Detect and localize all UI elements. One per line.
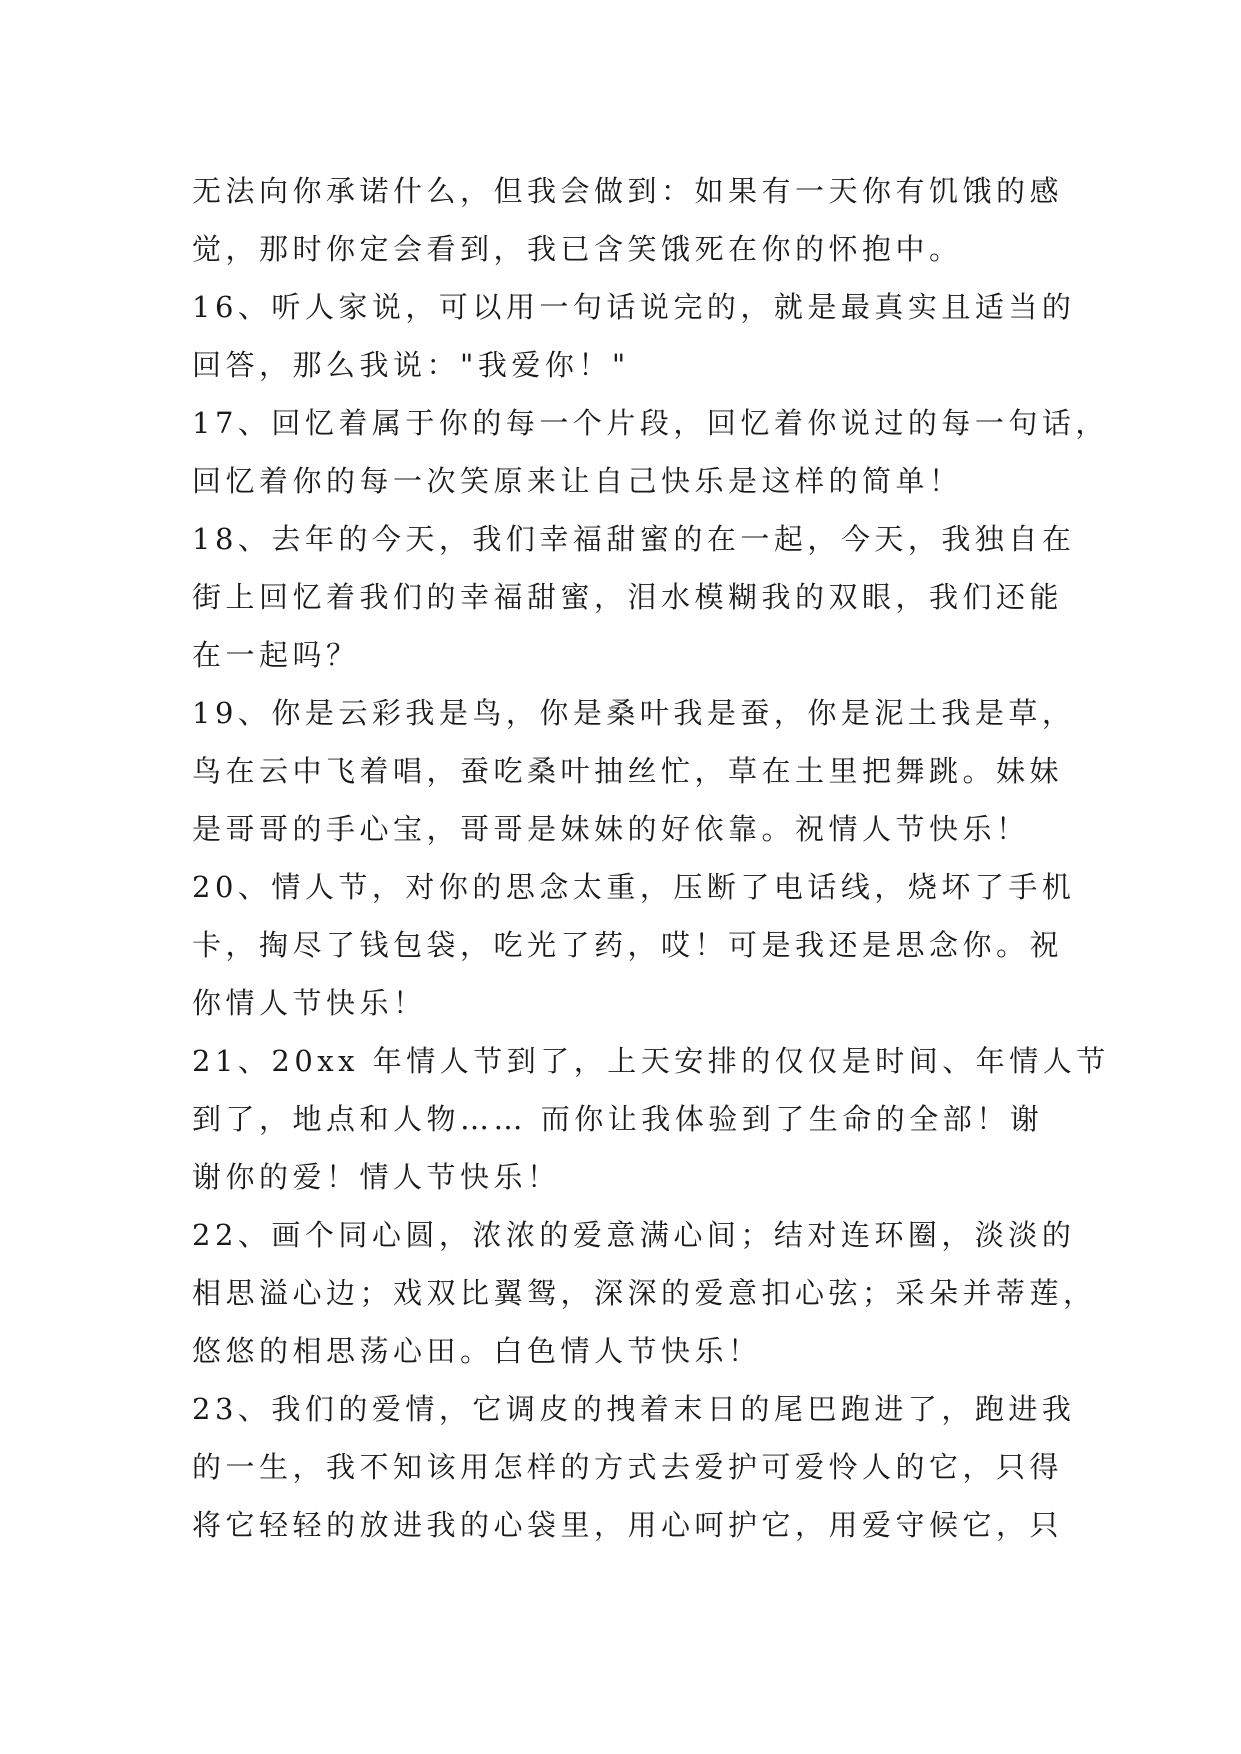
text-line: 悠悠的相思荡心田。白色情人节快乐！ xyxy=(192,1334,762,1368)
text-line: 将它轻轻的放进我的心袋里，用心呵护它，用爱守候它，只 xyxy=(192,1508,1064,1542)
text-line: 在一起吗？ xyxy=(192,638,360,672)
text-line: 回答，那么我说："我爱你！" xyxy=(192,348,630,382)
text-line: 16、听人家说，可以用一句话说完的，就是最真实且适当的 xyxy=(192,290,1076,324)
text-line: 是哥哥的手心宝，哥哥是妹妹的好依靠。祝情人节快乐！ xyxy=(192,812,1030,846)
text-line: 的一生，我不知该用怎样的方式去爱护可爱怜人的它，只得 xyxy=(192,1450,1064,1484)
text-line: 你情人节快乐！ xyxy=(192,986,427,1020)
text-line: 到了，地点和人物…… 而你让我体验到了生命的全部！谢 xyxy=(192,1102,1044,1136)
text-line: 鸟在云中飞着唱，蚕吃桑叶抽丝忙，草在土里把舞跳。妹妹 xyxy=(192,754,1064,788)
text-line: 18、去年的今天，我们幸福甜蜜的在一起，今天，我独自在 xyxy=(192,522,1076,556)
text-line: 街上回忆着我们的幸福甜蜜，泪水模糊我的双眼，我们还能 xyxy=(192,580,1064,614)
text-line: 22、画个同心圆，浓浓的爱意满心间；结对连环圈，淡淡的 xyxy=(192,1218,1076,1252)
text-line: 卡，掏尽了钱包袋，吃光了药，哎！可是我还是思念你。祝 xyxy=(192,928,1064,962)
document-body xyxy=(192,162,1110,1554)
text-line: 23、我们的爱情，它调皮的拽着末日的尾巴跑进了，跑进我 xyxy=(192,1392,1076,1426)
text-line: 21、20xx 年情人节到了，上天安排的仅仅是时间、年情人节 xyxy=(192,1044,1110,1078)
text-line: 觉，那时你定会看到，我已含笑饿死在你的怀抱中。 xyxy=(192,232,963,266)
text-line: 17、回忆着属于你的每一个片段，回忆着你说过的每一句话， xyxy=(192,406,1109,440)
text-line: 相思溢心边；戏双比翼鸳，深深的爱意扣心弦；采朵并蒂莲， xyxy=(192,1276,1097,1310)
text-line: 回忆着你的每一次笑原来让自己快乐是这样的简单！ xyxy=(192,464,963,498)
text-line: 19、你是云彩我是鸟，你是桑叶我是蚕，你是泥土我是草， xyxy=(192,696,1076,730)
text-line: 无法向你承诺什么，但我会做到：如果有一天你有饥饿的感 xyxy=(192,174,1064,208)
text-line: 20、情人节，对你的思念太重，压断了电话线，烧坏了手机 xyxy=(192,870,1076,904)
text-line: 谢你的爱！情人节快乐！ xyxy=(192,1160,561,1194)
